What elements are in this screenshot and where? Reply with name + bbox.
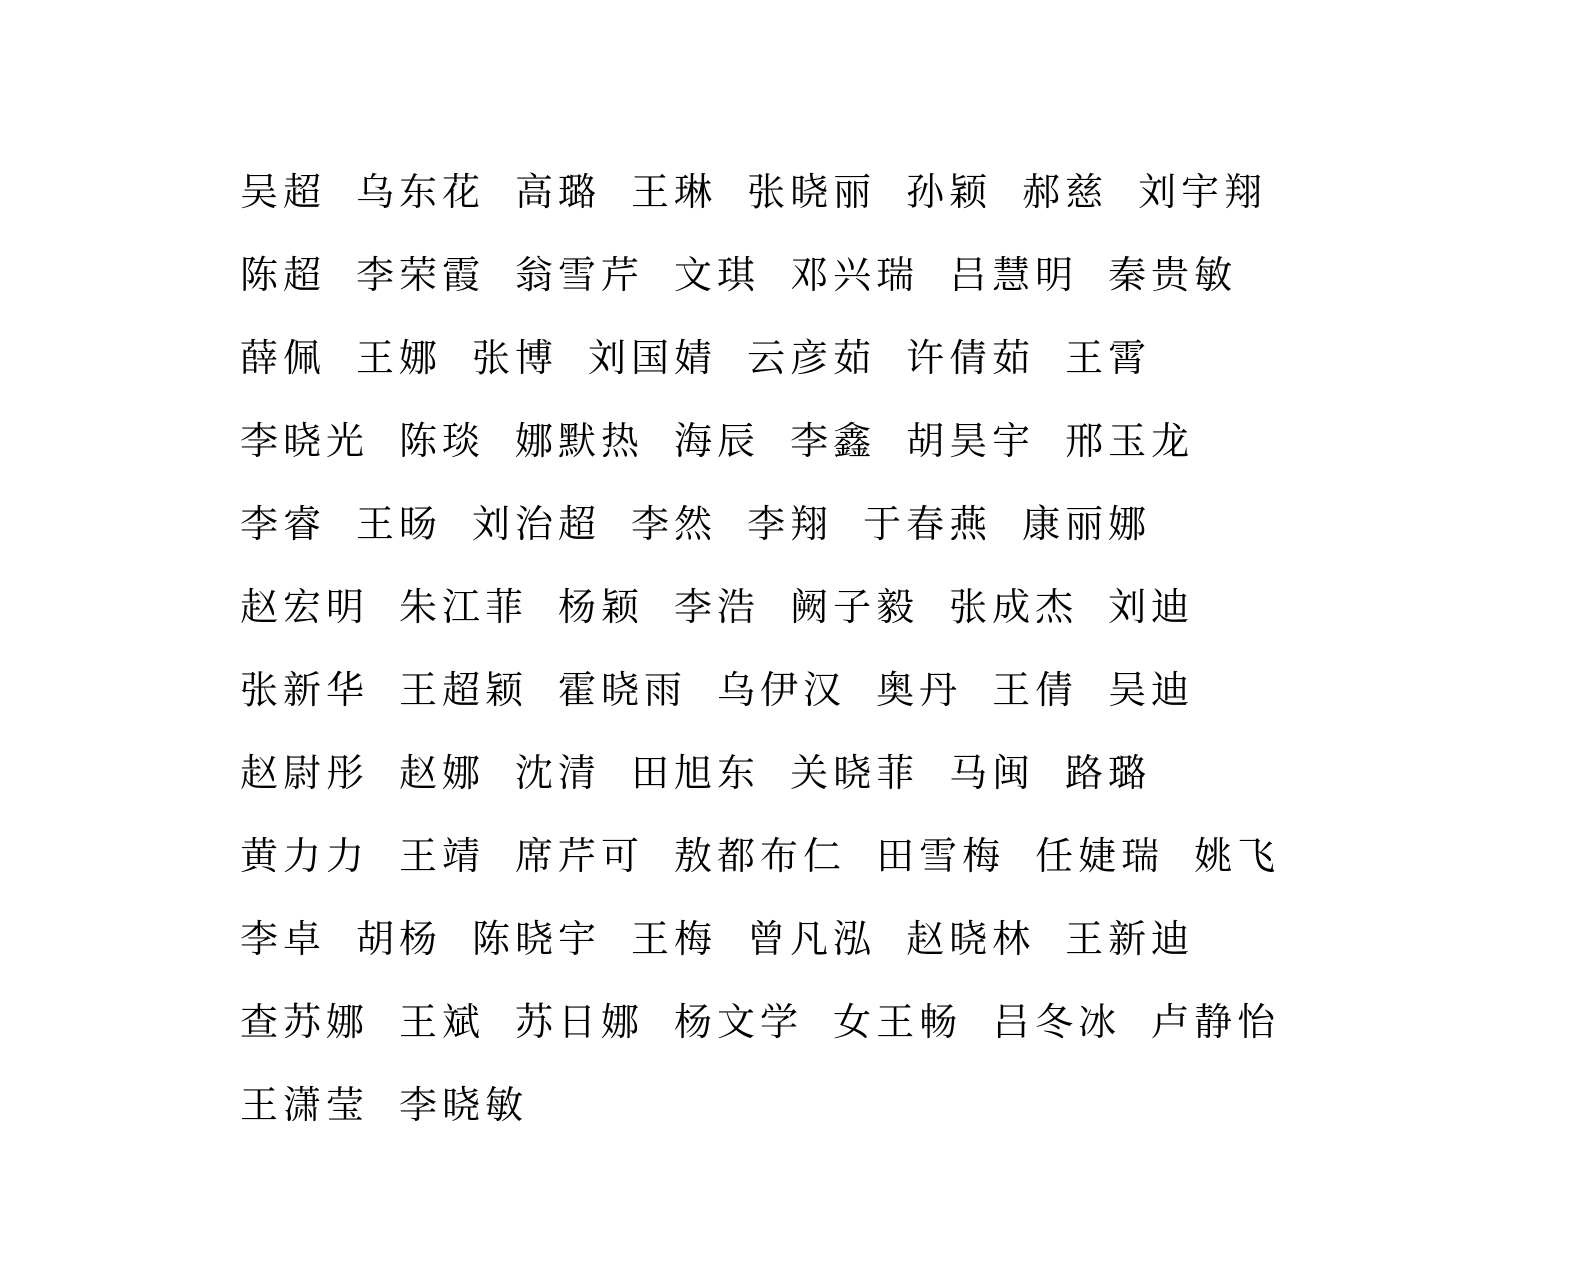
name: 李翔 — [747, 501, 834, 546]
name-row — [240, 648, 1360, 731]
name: 李浩 — [674, 584, 761, 629]
name: 苏日娜 — [515, 999, 645, 1044]
name-row — [240, 150, 1360, 233]
name: 吕慧明 — [949, 252, 1079, 297]
name: 杨颖 — [558, 584, 645, 629]
name: 高璐 — [515, 169, 602, 214]
name: 姚飞 — [1194, 833, 1281, 878]
name: 杨文学 — [674, 999, 804, 1044]
name: 张成杰 — [949, 584, 1079, 629]
name: 曾凡泓 — [747, 916, 877, 961]
name: 胡杨 — [356, 916, 443, 961]
name: 查苏娜 — [240, 999, 370, 1044]
name: 田旭东 — [631, 750, 761, 795]
name: 张晓丽 — [747, 169, 877, 214]
name: 李睿 — [240, 501, 327, 546]
name: 于春燕 — [863, 501, 993, 546]
name: 奥丹 — [876, 667, 963, 712]
name: 文琪 — [674, 252, 761, 297]
name: 许倩茹 — [906, 335, 1036, 380]
name: 胡昊宇 — [906, 418, 1036, 463]
name: 吴超 — [240, 169, 327, 214]
name: 陈晓宇 — [472, 916, 602, 961]
name: 李晓敏 — [399, 1082, 529, 1127]
name: 李荣霞 — [356, 252, 486, 297]
name: 翁雪芹 — [515, 252, 645, 297]
name-row — [240, 980, 1360, 1063]
name: 李卓 — [240, 916, 327, 961]
name: 赵娜 — [399, 750, 486, 795]
name: 王超颖 — [399, 667, 529, 712]
name: 黄力力 — [240, 833, 370, 878]
name: 赵尉彤 — [240, 750, 370, 795]
name: 刘治超 — [472, 501, 602, 546]
name-row — [240, 814, 1360, 897]
name: 刘国婧 — [588, 335, 718, 380]
name: 秦贵敏 — [1108, 252, 1238, 297]
name: 娜默热 — [515, 418, 645, 463]
name-row — [240, 316, 1360, 399]
name: 卢静怡 — [1151, 999, 1281, 1044]
name-row — [240, 565, 1360, 648]
name: 李然 — [631, 501, 718, 546]
name-row — [240, 233, 1360, 316]
name: 孙颖 — [906, 169, 993, 214]
name-row — [240, 1063, 1360, 1146]
name-row — [240, 399, 1360, 482]
name: 陈超 — [240, 252, 327, 297]
name: 任婕瑞 — [1035, 833, 1165, 878]
name: 陈琰 — [399, 418, 486, 463]
name-row — [240, 731, 1360, 814]
name: 王新迪 — [1065, 916, 1195, 961]
name: 阙子毅 — [790, 584, 920, 629]
name: 王靖 — [399, 833, 486, 878]
name: 马闽 — [949, 750, 1036, 795]
name: 吕冬冰 — [992, 999, 1122, 1044]
name: 刘迪 — [1108, 584, 1195, 629]
name: 沈清 — [515, 750, 602, 795]
name: 王旸 — [356, 501, 443, 546]
name: 郝慈 — [1022, 169, 1109, 214]
name: 关晓菲 — [790, 750, 920, 795]
name: 海辰 — [674, 418, 761, 463]
name: 路璐 — [1065, 750, 1152, 795]
name: 李鑫 — [790, 418, 877, 463]
name: 吴迪 — [1108, 667, 1195, 712]
name: 田雪梅 — [876, 833, 1006, 878]
name: 邓兴瑞 — [790, 252, 920, 297]
name: 刘宇翔 — [1138, 169, 1268, 214]
name: 赵晓林 — [906, 916, 1036, 961]
name: 乌东花 — [356, 169, 486, 214]
name: 敖都布仁 — [674, 833, 847, 878]
name: 女王畅 — [833, 999, 963, 1044]
name: 王倩 — [992, 667, 1079, 712]
name: 席芹可 — [515, 833, 645, 878]
name: 王潇莹 — [240, 1082, 370, 1127]
name: 张博 — [472, 335, 559, 380]
name: 邢玉龙 — [1065, 418, 1195, 463]
name: 霍晓雨 — [558, 667, 688, 712]
name: 王娜 — [356, 335, 443, 380]
name: 王梅 — [631, 916, 718, 961]
name: 王霄 — [1065, 335, 1152, 380]
name: 张新华 — [240, 667, 370, 712]
name: 云彦茹 — [747, 335, 877, 380]
name-row — [240, 897, 1360, 980]
name: 康丽娜 — [1022, 501, 1152, 546]
name: 乌伊汉 — [717, 667, 847, 712]
name-list — [240, 150, 1360, 1146]
name: 赵宏明 — [240, 584, 370, 629]
name: 朱江菲 — [399, 584, 529, 629]
name: 王琳 — [631, 169, 718, 214]
name-row — [240, 482, 1360, 565]
name: 王斌 — [399, 999, 486, 1044]
name: 李晓光 — [240, 418, 370, 463]
name: 薛佩 — [240, 335, 327, 380]
